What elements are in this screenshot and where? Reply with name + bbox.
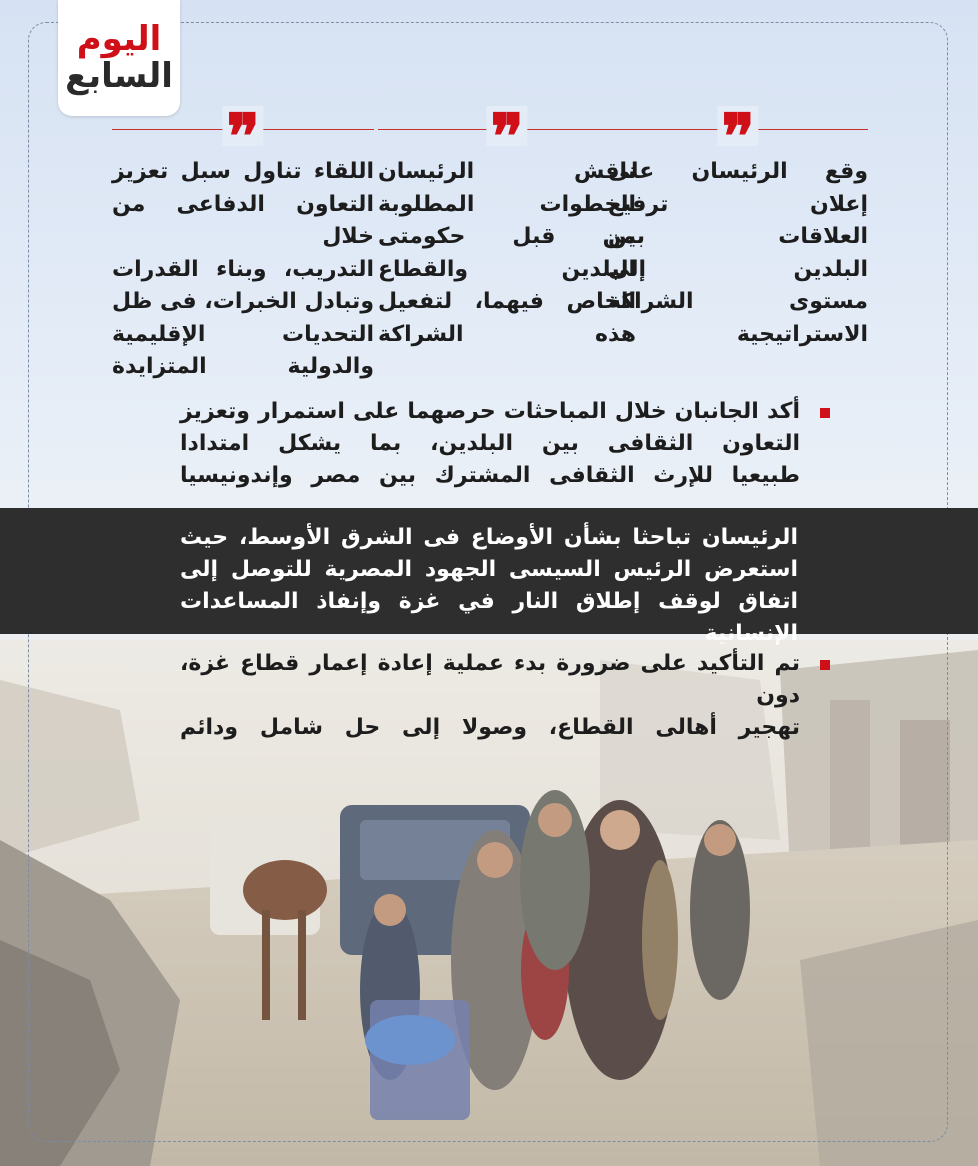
paragraph-line: طبيعيا للإرث الثقافى المشترك بين مصر وإندونيسيا [180,463,800,488]
bullet-paragraph-cultural [180,396,800,492]
quote-header [378,106,636,148]
paragraph-line: التعاون الثقافى بين البلدين، بما يشكل امتدادا [180,431,800,456]
band-text [180,522,798,650]
quote-mark-icon: ❞ [486,106,527,146]
band-line: اتفاق لوقف إطلاق النار في غزة وإنفاذ المساعدات الإنسانية [180,589,798,646]
paragraph-line: تهجير أهالى القطاع، وصولا إلى حل شامل ودائم [180,715,800,740]
quote-line: مستوى الشراكة [608,289,868,314]
quote-line: وقع الرئيسان على [608,159,868,184]
quote-line: اللقاء تناول سبل تعزيز [112,159,374,184]
quote-line: البلدين إلى [608,256,868,282]
quote-line: والدولية المتزايدة [112,354,374,379]
paragraph-line: تم التأكيد على ضرورة بدء عملية إعادة إعمار قطاع غزة، دون [180,651,800,708]
quote-text [378,156,636,351]
quote-line: التعاون الدفاعى من خلال [112,191,374,249]
quote-mark-icon: ❞ [222,106,263,146]
quote-line: ناقش الرئيسان [378,159,636,184]
quote-line: إعلان ترفيع [608,191,868,217]
youm7-logo [58,0,180,116]
logo-word-alyoum: اليوم [76,19,162,59]
quote-line: الخاص فيهما، لتفعيل [378,289,636,314]
quote-line: الاستراتيجية [736,321,868,347]
band-line: استعرض الرئيس السيسى الجهود المصرية للتوصل إلى [180,557,798,582]
quote-line: هذه الشراكة [378,321,636,347]
paragraph-line: أكد الجانبان خلال المباحثات حرصهما على استمرار وتعزيز [180,399,800,424]
quote-text [112,156,374,384]
quote-text [608,156,868,351]
quote-column-3 [112,106,374,384]
quote-line: التحديات الإقليمية [112,321,374,347]
band-line: الرئيسان تباحثا بشأن الأوضاع فى الشرق الأوسط، حيث [180,525,798,550]
quote-line: من قبل حكومتى [378,224,636,249]
quote-mark-icon: ❞ [717,106,758,146]
quote-column-1 [608,106,868,351]
quote-header [608,106,868,148]
quote-line: الخطوات المطلوبة [378,191,636,217]
red-square-bullet-icon [820,660,830,670]
highlight-band [0,508,978,646]
quote-line: التدريب، وبناء القدرات [112,256,374,282]
quote-header [112,106,374,148]
red-square-bullet-icon [820,408,830,418]
quote-line: وتبادل الخبرات، فى ظل [112,289,374,314]
bullet-paragraph-gaza [180,648,800,744]
quote-line: البلدين والقطاع [378,256,636,282]
quote-line: العلاقات بين [608,224,868,249]
logo-word-alsabea: السابع [65,56,173,96]
quote-column-2 [378,106,636,351]
